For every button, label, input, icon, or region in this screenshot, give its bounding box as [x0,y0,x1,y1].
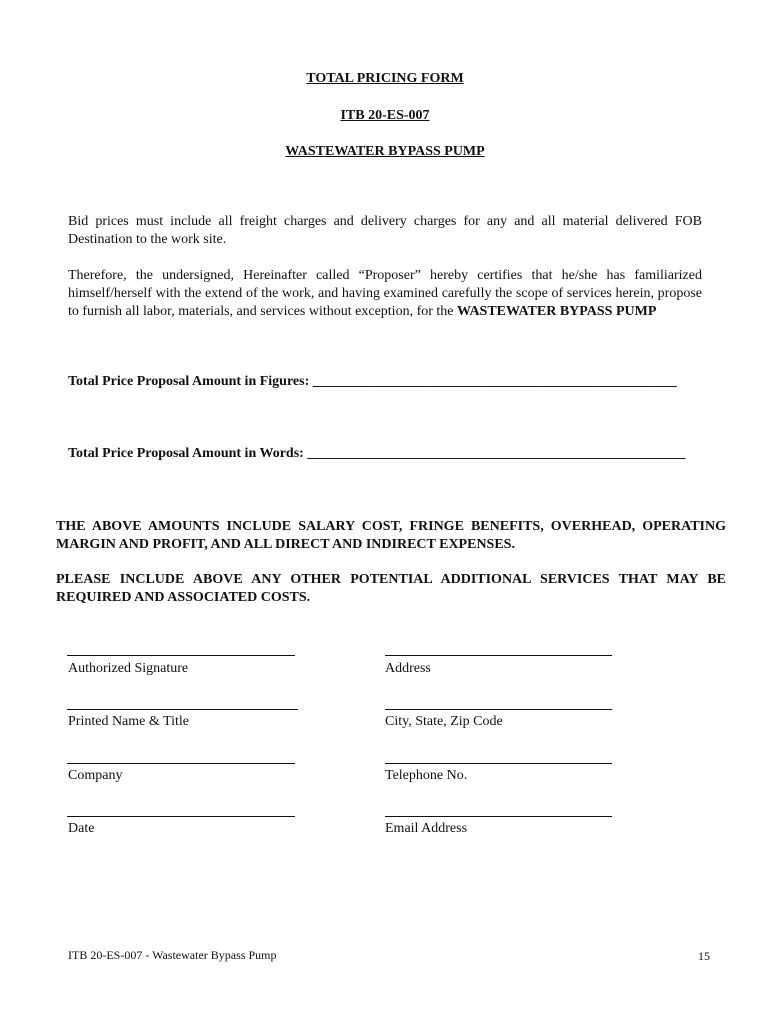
additional-services-statement: PLEASE INCLUDE ABOVE ANY OTHER POTENTIAL ADDITIONAL SERVICES THAT MAY BE REQUIRED AND ASSOCIATED COSTS. [56,572,726,605]
freight-paragraph: Bid prices must include all freight charges and delivery charges for any and all material delivered FOB Destination to the work site. [68,214,702,247]
signature-line [67,655,295,656]
printed-name-label: Printed Name & Title [68,714,189,729]
city-state-zip-line [385,709,612,710]
amount-in-figures: Total Price Proposal Amount in Figures: ____________________________________________________ [68,374,677,389]
address-label: Address [385,661,431,676]
company-label: Company [68,768,123,783]
date-label: Date [68,821,95,836]
page-number: 15 [698,949,710,963]
certification-paragraph [68,267,702,321]
amounts-statement: THE ABOVE AMOUNTS INCLUDE SALARY COST, FRINGE BENEFITS, OVERHEAD, OPERATING MARGIN AND PROFIT, AND ALL DIRECT AND INDIRECT EXPENSES. [56,519,726,552]
form-title: TOTAL PRICING FORM [306,71,464,86]
telephone-label: Telephone No. [385,768,468,783]
project-title: WASTEWATER BYPASS PUMP [285,144,485,159]
certification-text: Therefore, the undersigned, Hereinafter called “Proposer” hereby certifies that he/she has familiarized himself/herself with the extend of the work, and having examined carefully the scope of services herein, propose to furnish all labor, materials, and services without exception, for the [68,268,702,319]
itb-number: ITB 20-ES-007 [340,108,430,123]
email-line [385,816,612,817]
certification-project: WASTEWATER BYPASS PUMP [457,304,657,319]
date-line [67,816,295,817]
amount-in-words: Total Price Proposal Amount in Words: ______________________________________________________ [68,446,686,461]
email-label: Email Address [385,821,468,836]
footer-document-name: ITB 20-ES-007 - Wastewater Bypass Pump [68,948,277,962]
address-line [385,655,612,656]
company-line [67,763,295,764]
authorized-signature-label: Authorized Signature [68,661,189,676]
printed-name-line [67,709,298,710]
city-state-zip-label: City, State, Zip Code [385,714,503,729]
telephone-line [385,763,612,764]
